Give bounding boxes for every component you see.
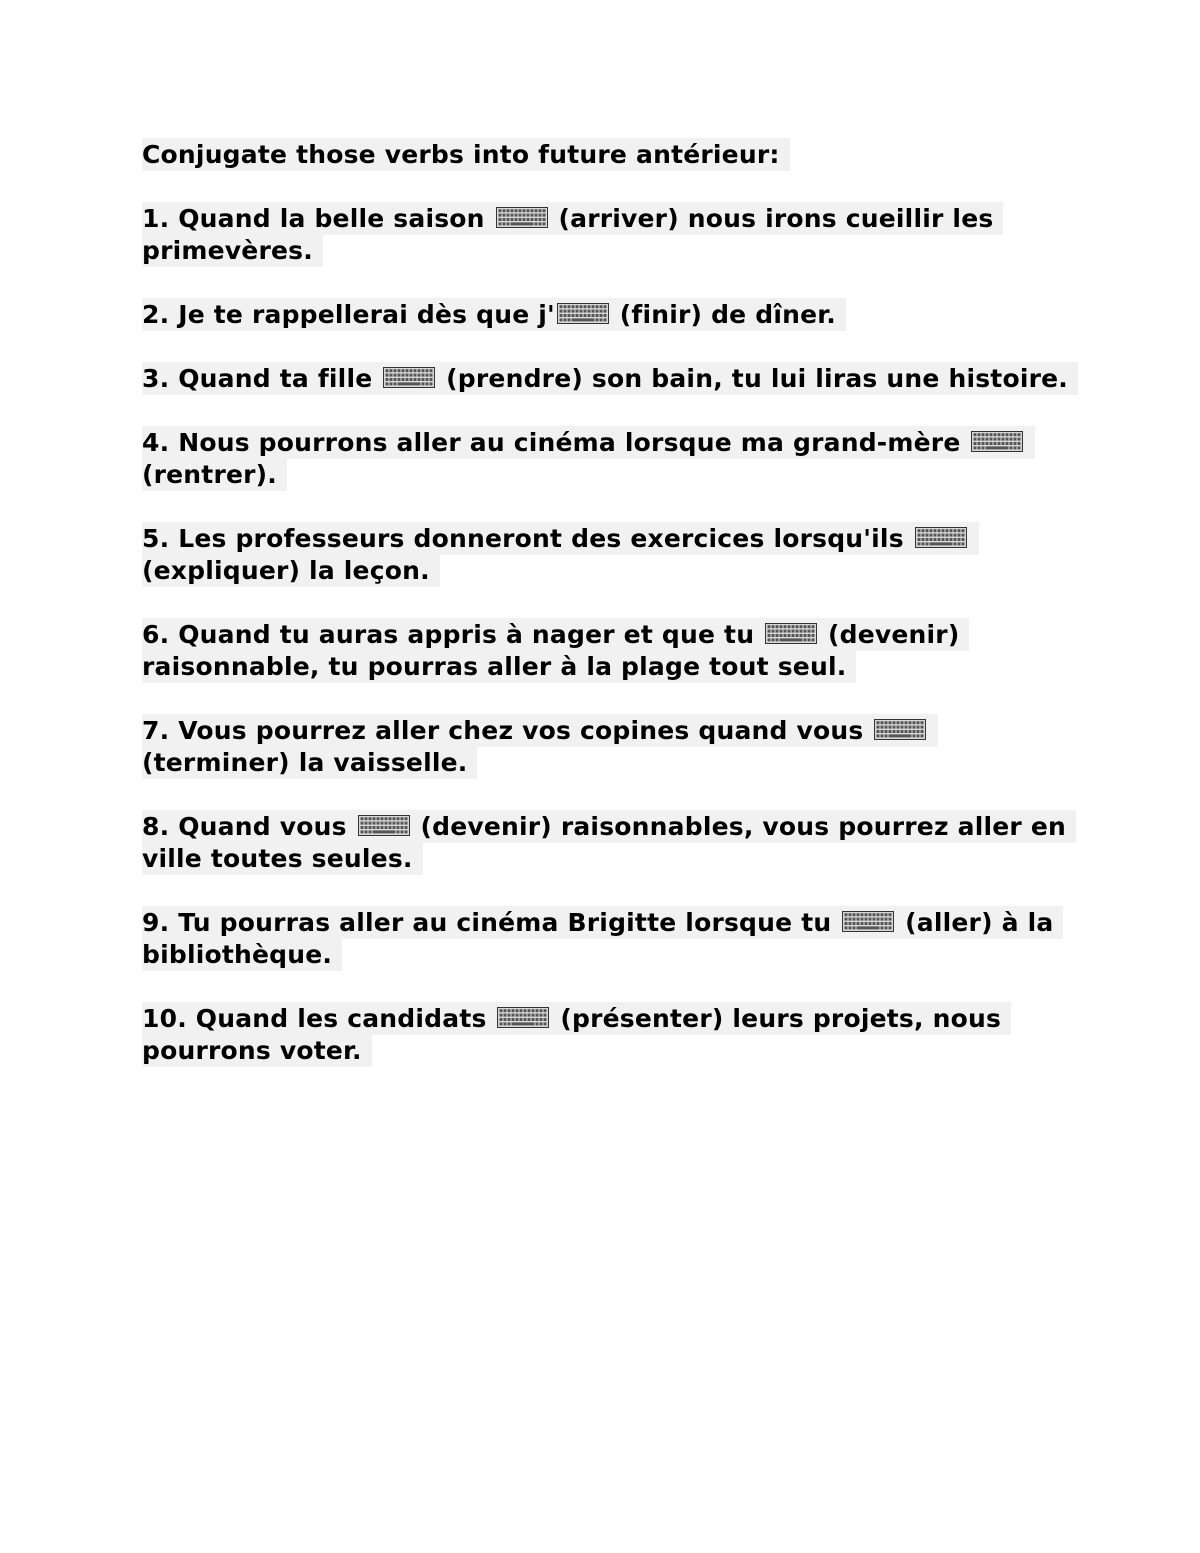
keyboard-icon[interactable]: [383, 367, 435, 388]
exercise-text-after: (arriver) nous irons cueillir les primevères.: [142, 204, 994, 265]
exercise-2: [142, 299, 1082, 331]
exercise-10: [142, 1003, 1082, 1067]
keyboard-icon[interactable]: [765, 623, 817, 644]
exercise-text-before: 3. Quand ta fille: [142, 364, 382, 393]
exercise-text-before: 7. Vous pourrez aller chez vos copines quand vous: [142, 716, 873, 745]
exercise-7: [142, 715, 1082, 779]
keyboard-icon[interactable]: [496, 207, 548, 228]
exercise-8: [142, 811, 1082, 875]
exercise-text-before: 6. Quand tu auras appris à nager et que tu: [142, 620, 764, 649]
keyboard-icon[interactable]: [557, 303, 609, 324]
exercise-text-before: 5. Les professeurs donneront des exercices lorsqu'ils: [142, 524, 913, 553]
exercise-text-before: 2. Je te rappellerai dès que j': [142, 300, 555, 329]
exercise-text-after: (devenir) raisonnables, vous pourrez aller en ville toutes seules.: [142, 812, 1066, 873]
keyboard-icon[interactable]: [497, 1007, 549, 1028]
exercise-text-before: 8. Quand vous: [142, 812, 356, 841]
exercise-text-before: 4. Nous pourrons aller au cinéma lorsque ma grand-mère: [142, 428, 970, 457]
keyboard-icon[interactable]: [971, 431, 1023, 452]
exercise-9: [142, 907, 1082, 971]
exercise-3: [142, 363, 1082, 395]
exercise-text-after: (aller) à la bibliothèque.: [142, 908, 1054, 969]
exercise-5: [142, 523, 1082, 587]
keyboard-icon[interactable]: [842, 911, 894, 932]
exercise-text-after: (prendre) son bain, tu lui liras une histoire.: [437, 364, 1068, 393]
exercise-text-before: 10. Quand les candidats: [142, 1004, 496, 1033]
exercise-text-before: 9. Tu pourras aller au cinéma Brigitte lorsque tu: [142, 908, 841, 937]
exercise-6: [142, 619, 1082, 683]
keyboard-icon[interactable]: [915, 527, 967, 548]
exercise-text-after: (présenter) leurs projets, nous pourrons voter.: [142, 1004, 1002, 1065]
keyboard-icon[interactable]: [358, 815, 410, 836]
worksheet: [142, 139, 1082, 1099]
keyboard-icon[interactable]: [874, 719, 926, 740]
exercise-text-after: (rentrer).: [142, 460, 277, 489]
exercise-1: [142, 203, 1082, 267]
exercise-text-after: (terminer) la vaisselle.: [142, 748, 468, 777]
exercise-text-before: 1. Quand la belle saison: [142, 204, 494, 233]
exercise-text-after: (devenir) raisonnable, tu pourras aller à la plage tout seul.: [142, 620, 960, 681]
exercise-text-after: (expliquer) la leçon.: [142, 556, 430, 585]
exercise-text-after: (finir) de dîner.: [610, 300, 836, 329]
instruction-heading: Conjugate those verbs into future antérieur:: [142, 139, 1082, 171]
exercise-4: [142, 427, 1082, 491]
